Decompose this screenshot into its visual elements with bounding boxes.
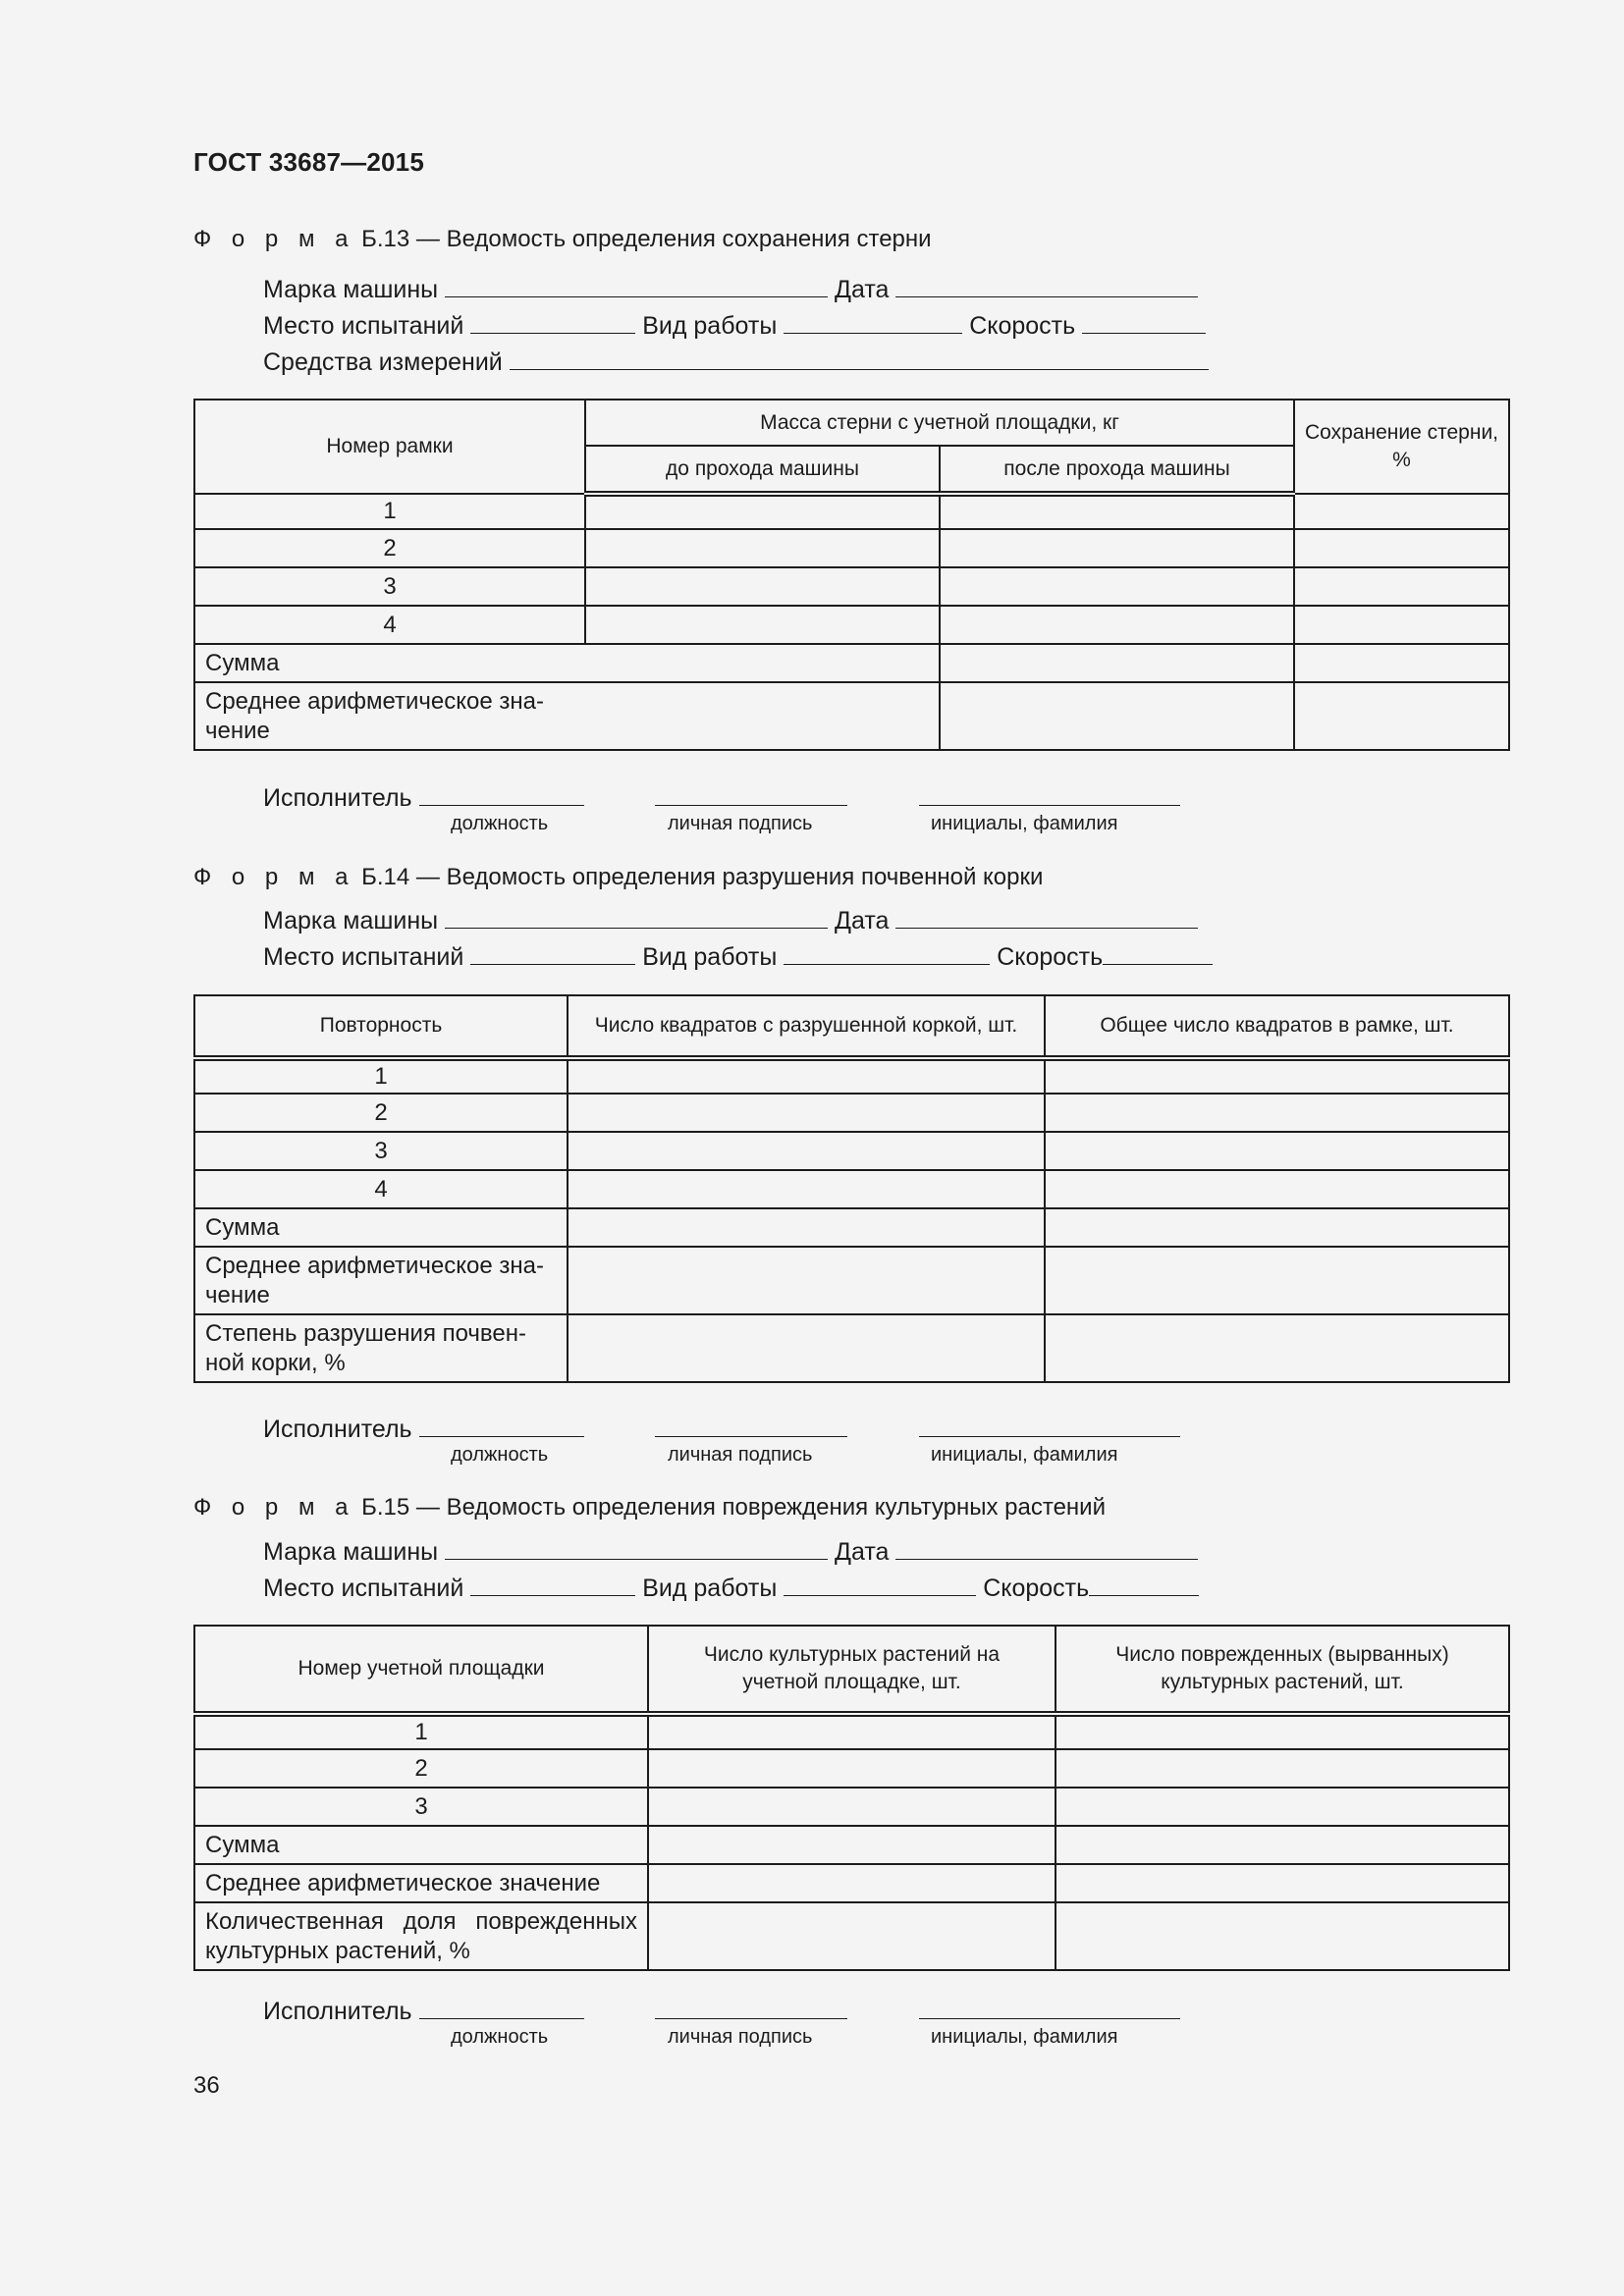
form13-machine-label: Марка машины bbox=[263, 276, 439, 303]
form13-cell[interactable] bbox=[1294, 606, 1509, 644]
form14-cell[interactable] bbox=[1045, 1247, 1509, 1314]
form15-cell[interactable] bbox=[1056, 1749, 1509, 1788]
form15-caption-name: инициалы, фамилия bbox=[931, 2026, 1118, 2048]
form15-work-field[interactable] bbox=[784, 1574, 976, 1596]
form15-machine-label: Марка машины bbox=[263, 1538, 439, 1566]
form14-caption-position: должность bbox=[451, 1444, 549, 1466]
form13-speed-field[interactable] bbox=[1082, 311, 1206, 334]
form13-cell[interactable] bbox=[940, 682, 1294, 750]
form14-cell[interactable] bbox=[568, 1208, 1045, 1247]
page-number: 36 bbox=[193, 2072, 220, 2099]
form14-cell[interactable] bbox=[1045, 1208, 1509, 1247]
form14-place-label: Место испытаний bbox=[263, 943, 464, 971]
form14-cell[interactable] bbox=[568, 1170, 1045, 1208]
form14-cell[interactable] bbox=[568, 1132, 1045, 1170]
form13-col-before: до прохода машины bbox=[585, 446, 940, 494]
form14-title-text: Б.14 — Ведомость определения разрушения почвенной корки bbox=[354, 864, 1044, 890]
form14-signature-field[interactable] bbox=[655, 1415, 847, 1437]
form13-signature-field[interactable] bbox=[655, 783, 847, 806]
form13-row-3: 3 bbox=[194, 567, 585, 606]
form14-position-field[interactable] bbox=[419, 1415, 584, 1437]
form15-title bbox=[193, 1494, 1106, 1522]
form14-name-field[interactable] bbox=[919, 1415, 1180, 1437]
form13-table bbox=[193, 399, 1510, 751]
form15-mean-label: Среднее арифметическое значение bbox=[194, 1864, 648, 1902]
form14-degree-text: Степень разрушения почвен-ной корки, % bbox=[205, 1319, 526, 1376]
form15-speed-field[interactable] bbox=[1089, 1574, 1199, 1596]
form15-place-field[interactable] bbox=[470, 1574, 635, 1596]
form13-cell[interactable] bbox=[940, 567, 1294, 606]
form14-work-field[interactable] bbox=[784, 942, 990, 965]
form13-date-label: Дата bbox=[835, 276, 890, 303]
form14-cell[interactable] bbox=[1045, 1094, 1509, 1132]
form14-cell[interactable] bbox=[1045, 1058, 1509, 1094]
form13-place-field[interactable] bbox=[470, 311, 635, 334]
form13-line-instruments bbox=[263, 347, 1209, 377]
form15-col-damaged: Число поврежденных (вырванных) культурных растений, шт. bbox=[1056, 1626, 1509, 1714]
form15-cell[interactable] bbox=[1056, 1864, 1509, 1902]
form14-caption-signature: личная подпись bbox=[668, 1444, 813, 1466]
form15-col-plants: Число культурных растений на учетной площадке, шт. bbox=[648, 1626, 1056, 1714]
form14-col-repeat: Повторность bbox=[194, 995, 568, 1058]
form15-share-text: Количественная доля поврежденных культурных растений, % bbox=[205, 1907, 637, 1964]
form13-cell[interactable] bbox=[1294, 567, 1509, 606]
form14-executor-line bbox=[263, 1415, 1180, 1444]
form14-speed-field[interactable] bbox=[1103, 942, 1213, 965]
form13-name-field[interactable] bbox=[919, 783, 1180, 806]
form15-date-label: Дата bbox=[835, 1538, 890, 1566]
form13-cell[interactable] bbox=[940, 606, 1294, 644]
form15-cell[interactable] bbox=[648, 1864, 1056, 1902]
form13-mean-label bbox=[194, 682, 940, 750]
form14-cell[interactable] bbox=[568, 1094, 1045, 1132]
form13-cell[interactable] bbox=[585, 606, 940, 644]
form15-signature-field[interactable] bbox=[655, 1997, 847, 2019]
form13-instruments-label: Средства измерений bbox=[263, 348, 503, 376]
form13-col-mass: Масса стерни с учетной площадки, кг bbox=[585, 400, 1294, 446]
form13-row-1: 1 bbox=[194, 494, 585, 529]
form13-mean-text: Среднее арифметическое зна-чение bbox=[205, 687, 544, 744]
form13-cell[interactable] bbox=[940, 529, 1294, 567]
form15-cell[interactable] bbox=[1056, 1788, 1509, 1826]
form14-table bbox=[193, 994, 1510, 1383]
form13-sum-label: Сумма bbox=[194, 644, 940, 682]
form15-col-plot: Номер учетной площадки bbox=[194, 1626, 648, 1714]
form13-executor-line bbox=[263, 783, 1180, 813]
form14-mean-label bbox=[194, 1247, 568, 1314]
form13-title-text: Б.13 — Ведомость определения сохранения стерни bbox=[354, 226, 932, 252]
form14-place-field[interactable] bbox=[470, 942, 635, 965]
form14-work-label: Вид работы bbox=[642, 943, 778, 971]
form13-cell[interactable] bbox=[585, 529, 940, 567]
form15-cell[interactable] bbox=[1056, 1902, 1509, 1970]
form14-machine-field[interactable] bbox=[445, 906, 828, 929]
form15-sum-label: Сумма bbox=[194, 1826, 648, 1864]
form14-sum-label: Сумма bbox=[194, 1208, 568, 1247]
form14-row-3: 3 bbox=[194, 1132, 568, 1170]
form14-title bbox=[193, 864, 1043, 891]
form13-cell[interactable] bbox=[1294, 644, 1509, 682]
form13-caption-name: инициалы, фамилия bbox=[931, 813, 1118, 834]
form13-col-after: после прохода машины bbox=[940, 446, 1294, 494]
form13-prefix: Ф о р м а bbox=[193, 226, 355, 252]
form15-caption-signature: личная подпись bbox=[668, 2026, 813, 2048]
form14-line-machine bbox=[263, 906, 1198, 935]
form14-date-field[interactable] bbox=[895, 906, 1198, 929]
form14-row-1: 1 bbox=[194, 1058, 568, 1094]
form15-line-place bbox=[263, 1574, 1199, 1603]
form15-cell[interactable] bbox=[648, 1902, 1056, 1970]
form13-caption-signature: личная подпись bbox=[668, 813, 813, 834]
form13-cell[interactable] bbox=[940, 644, 1294, 682]
form15-machine-field[interactable] bbox=[445, 1537, 828, 1560]
form13-date-field[interactable] bbox=[895, 275, 1198, 297]
form15-cell[interactable] bbox=[648, 1788, 1056, 1826]
form15-title-text: Б.15 — Ведомость определения повреждения культурных растений bbox=[354, 1494, 1106, 1521]
form14-executor-label: Исполнитель bbox=[263, 1415, 412, 1443]
form13-instruments-field[interactable] bbox=[510, 347, 1209, 370]
form14-row-2: 2 bbox=[194, 1094, 568, 1132]
form15-executor-line bbox=[263, 1997, 1180, 2026]
form13-executor-label: Исполнитель bbox=[263, 784, 412, 812]
form15-date-field[interactable] bbox=[895, 1537, 1198, 1560]
form14-mean-text: Среднее арифметическое зна-чение bbox=[205, 1252, 544, 1308]
form15-executor-label: Исполнитель bbox=[263, 1998, 412, 2025]
form15-share-label bbox=[194, 1902, 648, 1970]
form13-place-label: Место испытаний bbox=[263, 312, 464, 340]
form15-cell[interactable] bbox=[648, 1749, 1056, 1788]
form15-table bbox=[193, 1625, 1510, 1971]
form13-cell[interactable] bbox=[585, 567, 940, 606]
form13-cell[interactable] bbox=[1294, 529, 1509, 567]
form13-title bbox=[193, 226, 932, 253]
form15-cell[interactable] bbox=[648, 1714, 1056, 1749]
form13-line-machine bbox=[263, 275, 1198, 304]
form13-caption-position: должность bbox=[451, 813, 549, 834]
form14-cell[interactable] bbox=[1045, 1314, 1509, 1382]
form15-place-label: Место испытаний bbox=[263, 1575, 464, 1602]
form13-line-place bbox=[263, 311, 1206, 341]
form14-cell[interactable] bbox=[568, 1314, 1045, 1382]
form13-speed-label: Скорость bbox=[969, 312, 1076, 340]
form15-cell[interactable] bbox=[1056, 1714, 1509, 1749]
form14-line-place bbox=[263, 942, 1213, 972]
form15-cell[interactable] bbox=[648, 1826, 1056, 1864]
document-header: ГОСТ 33687—2015 bbox=[193, 147, 424, 177]
form15-speed-label: Скорость bbox=[983, 1575, 1090, 1602]
form14-col-destroyed: Число квадратов с разрушенной коркой, шт. bbox=[568, 995, 1045, 1058]
form14-degree-label bbox=[194, 1314, 568, 1382]
form15-name-field[interactable] bbox=[919, 1997, 1180, 2019]
form13-cell[interactable] bbox=[1294, 682, 1509, 750]
form13-col-frame: Номер рамки bbox=[194, 400, 585, 494]
form15-cell[interactable] bbox=[1056, 1826, 1509, 1864]
form14-cell[interactable] bbox=[1045, 1132, 1509, 1170]
form13-cell[interactable] bbox=[1294, 494, 1509, 529]
form13-row-4: 4 bbox=[194, 606, 585, 644]
form15-position-field[interactable] bbox=[419, 1997, 584, 2019]
form14-cell[interactable] bbox=[1045, 1170, 1509, 1208]
form13-row-2: 2 bbox=[194, 529, 585, 567]
form15-row-3: 3 bbox=[194, 1788, 648, 1826]
form15-line-machine bbox=[263, 1537, 1198, 1567]
form14-col-total: Общее число квадратов в рамке, шт. bbox=[1045, 995, 1509, 1058]
form13-col-preservation: Сохранение стерни, % bbox=[1294, 400, 1509, 494]
form13-work-label: Вид работы bbox=[642, 312, 778, 340]
form13-cell[interactable] bbox=[585, 494, 940, 529]
form14-caption-name: инициалы, фамилия bbox=[931, 1444, 1118, 1466]
form15-caption-position: должность bbox=[451, 2026, 549, 2048]
form15-row-1: 1 bbox=[194, 1714, 648, 1749]
form14-machine-label: Марка машины bbox=[263, 907, 439, 934]
form13-position-field[interactable] bbox=[419, 783, 584, 806]
form13-work-field[interactable] bbox=[784, 311, 962, 334]
form14-row-4: 4 bbox=[194, 1170, 568, 1208]
form15-work-label: Вид работы bbox=[642, 1575, 778, 1602]
form13-machine-field[interactable] bbox=[445, 275, 828, 297]
form14-date-label: Дата bbox=[835, 907, 890, 934]
form14-prefix: Ф о р м а bbox=[193, 864, 355, 890]
form15-row-2: 2 bbox=[194, 1749, 648, 1788]
form14-cell[interactable] bbox=[568, 1247, 1045, 1314]
form14-speed-label: Скорость bbox=[997, 943, 1104, 971]
form14-cell[interactable] bbox=[568, 1058, 1045, 1094]
form13-cell[interactable] bbox=[940, 494, 1294, 529]
form15-prefix: Ф о р м а bbox=[193, 1494, 355, 1521]
